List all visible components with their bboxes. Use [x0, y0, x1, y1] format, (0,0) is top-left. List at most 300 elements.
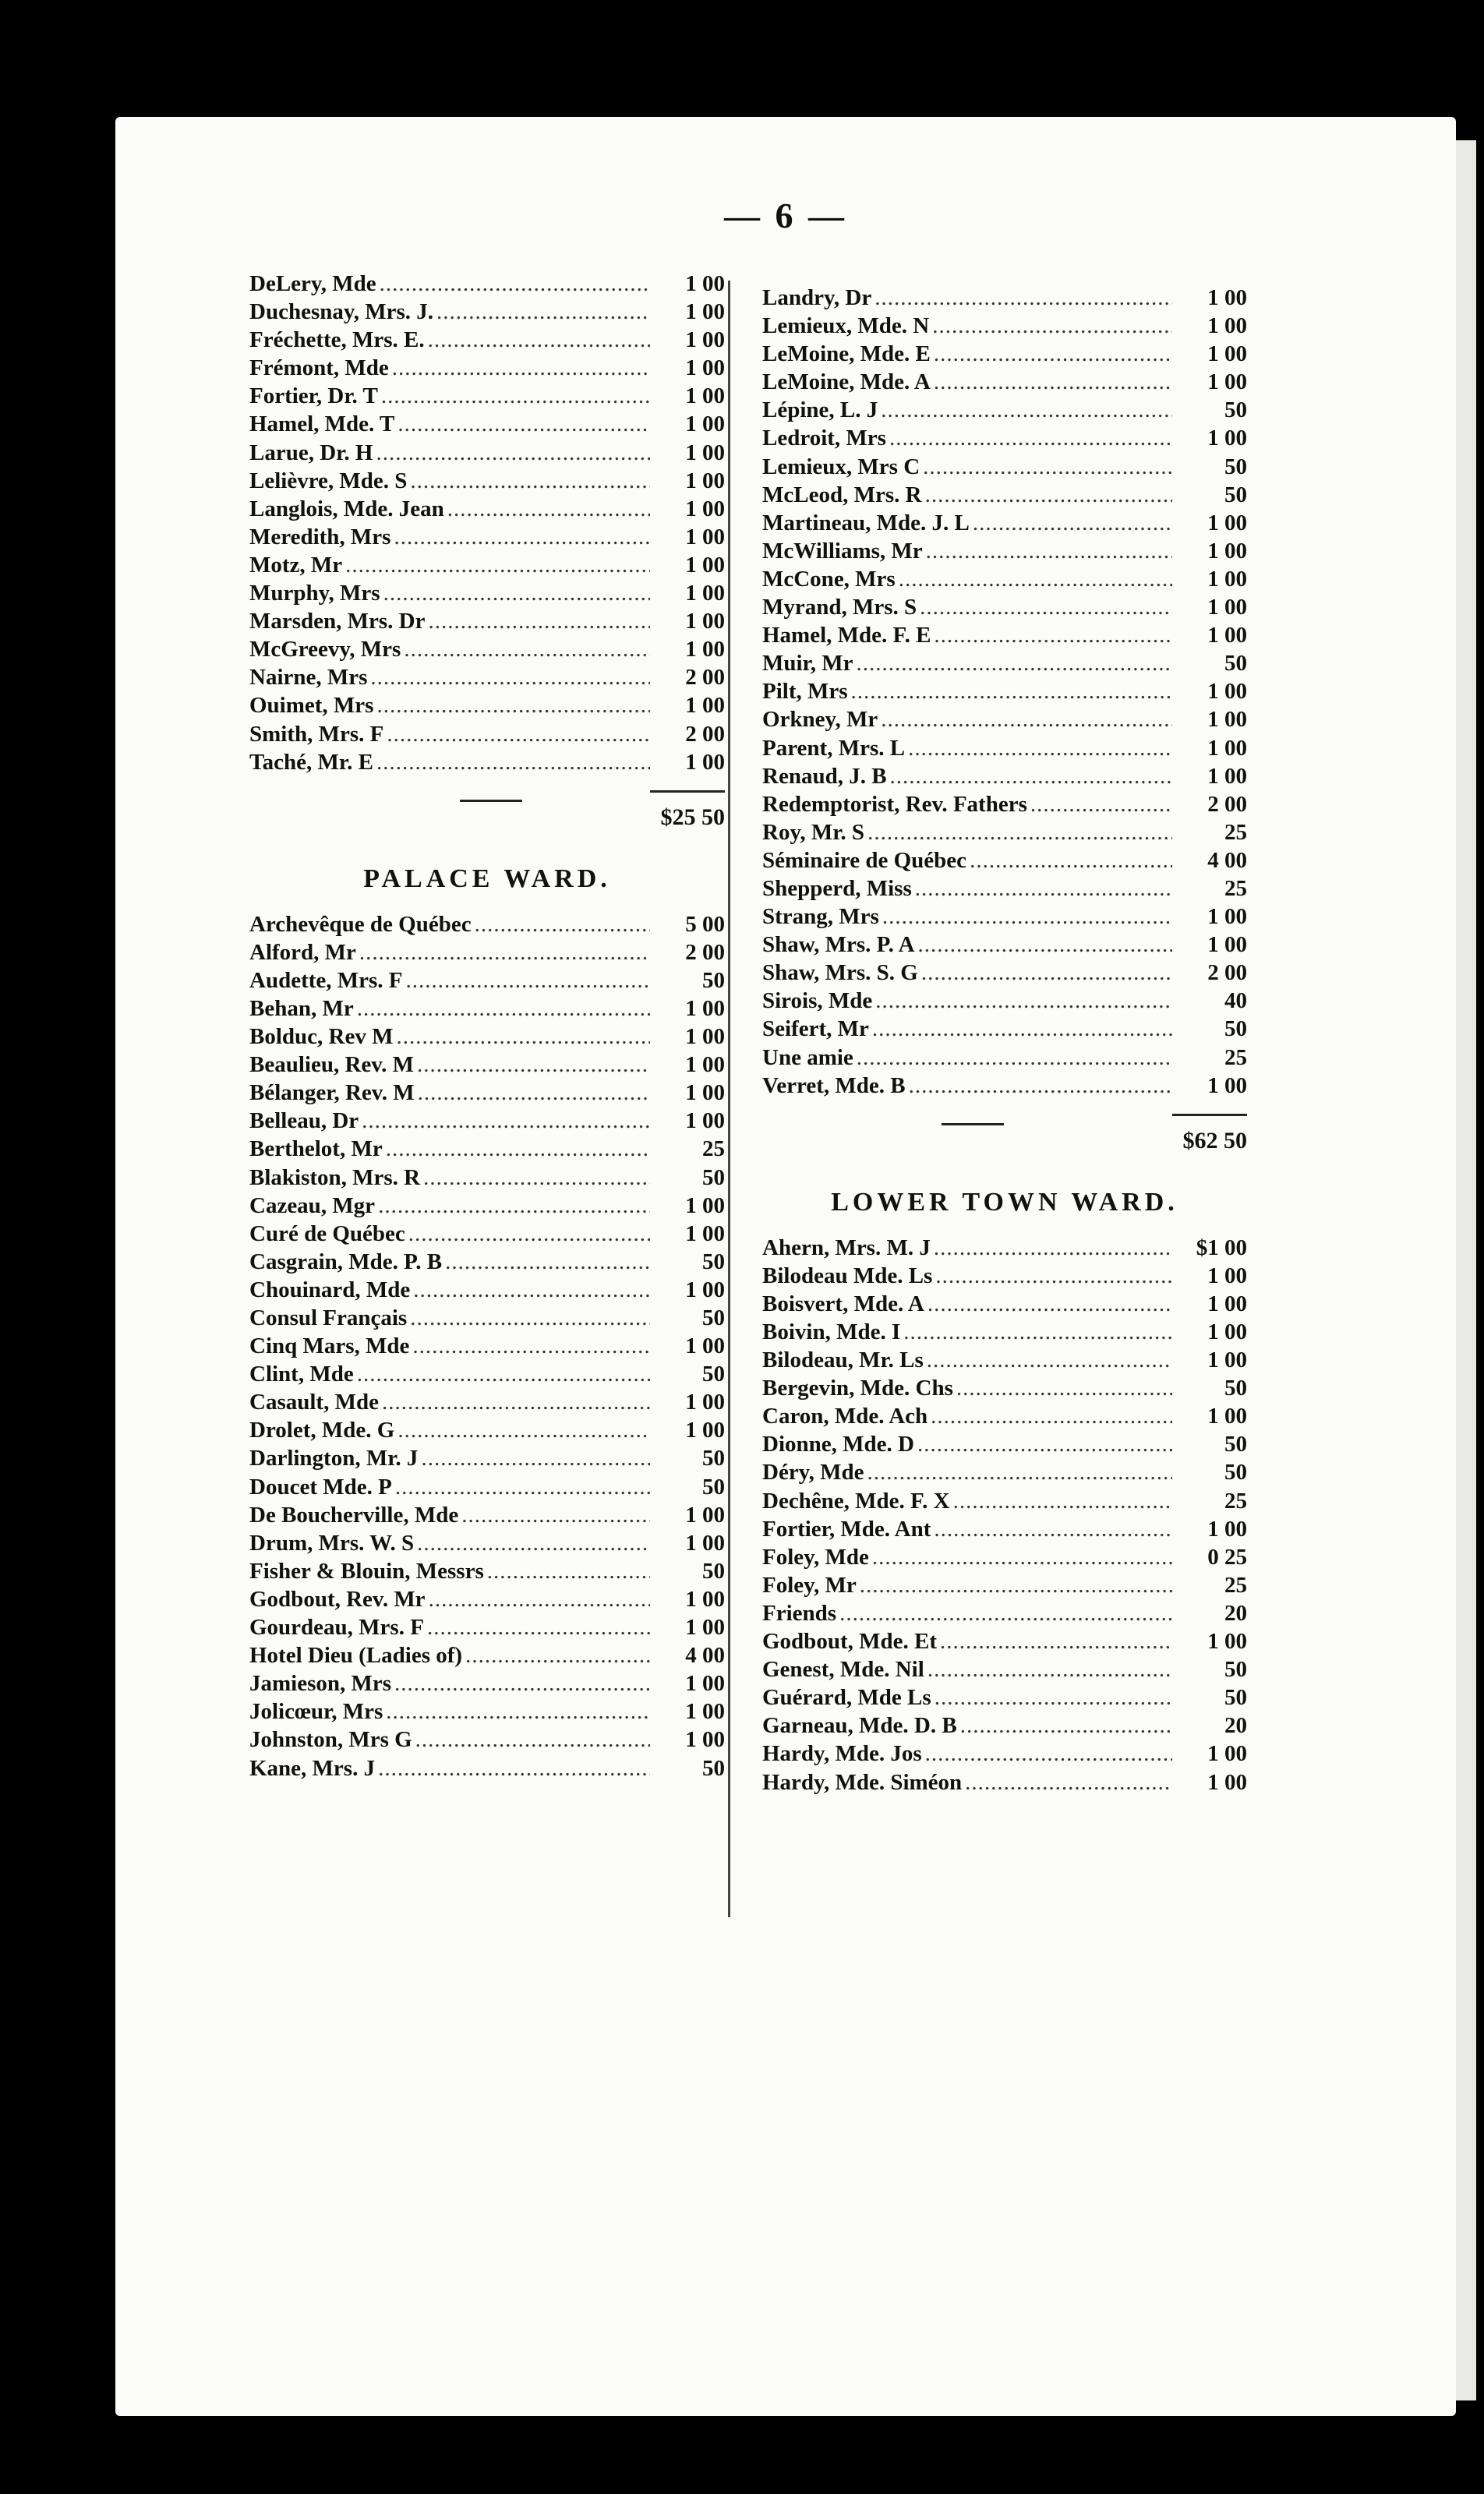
subscription-amount: 1 00	[1207, 1319, 1247, 1344]
dot-leader	[487, 1559, 650, 1584]
list-item	[762, 623, 1247, 651]
dot-leader	[382, 1390, 650, 1415]
subscription-amount: 1 00	[1207, 1741, 1247, 1767]
subscription-amount: 25	[1224, 1572, 1247, 1598]
subscriber-name: Fortier, Dr. T	[249, 383, 378, 409]
list-item	[249, 1503, 725, 1531]
dot-leader	[357, 996, 650, 1022]
list-item	[762, 904, 1247, 932]
subscriber-name: Ahern, Mrs. M. J	[762, 1235, 931, 1260]
subscriber-name: Dionne, Mde. D	[762, 1432, 914, 1457]
list-item	[762, 736, 1247, 764]
dot-leader	[387, 722, 650, 747]
subscriber-name: Larue, Dr. H	[249, 440, 373, 465]
subscription-amount: 50	[1224, 1432, 1247, 1457]
dot-leader	[935, 1685, 1172, 1711]
lower-town-ward-heading: LOWER TOWN WARD.	[831, 1187, 1178, 1217]
list-item	[249, 1052, 725, 1080]
subscriber-name: Friends	[762, 1600, 837, 1626]
list-item	[762, 820, 1247, 848]
subscription-amount: 50	[1224, 651, 1247, 676]
dot-leader	[394, 1671, 650, 1697]
subscriber-name: Blakiston, Mrs. R	[249, 1164, 421, 1190]
list-item	[762, 1517, 1247, 1545]
list-item	[249, 1615, 725, 1643]
list-item	[762, 792, 1247, 820]
subscriber-name: Strang, Mrs	[762, 904, 879, 930]
subscription-amount: 1 00	[685, 271, 725, 296]
list-item	[249, 1699, 725, 1727]
subscriber-name: Shaw, Mrs. S. G	[762, 960, 918, 986]
list-item	[249, 553, 725, 581]
dot-leader	[874, 285, 1172, 311]
right-total-block	[762, 1101, 1247, 1170]
subscriber-name: Landry, Dr	[762, 285, 872, 310]
divider-rule	[942, 1123, 1004, 1125]
list-item	[762, 1263, 1247, 1291]
list-item	[762, 1016, 1247, 1044]
subscription-amount: 50	[1224, 1016, 1247, 1042]
dot-leader	[851, 679, 1172, 705]
dot-leader	[436, 299, 650, 325]
list-item	[762, 679, 1247, 707]
list-item	[762, 426, 1247, 454]
subscription-amount: 1 00	[685, 1727, 725, 1753]
subscription-amount: 1 00	[685, 440, 725, 465]
subscriber-name: Une amie	[762, 1044, 853, 1070]
subscription-amount: 1 00	[1207, 1404, 1247, 1429]
page-number: — 6 —	[724, 196, 847, 235]
list-item	[762, 1073, 1247, 1101]
subscriber-name: Cazeau, Mgr	[249, 1192, 376, 1218]
list-item	[762, 960, 1247, 988]
list-item	[762, 988, 1247, 1016]
dot-leader	[465, 1643, 650, 1669]
subscription-amount: 1 00	[685, 1586, 725, 1612]
dot-leader	[418, 1080, 650, 1106]
subscriber-name: Renaud, J. B	[762, 763, 887, 789]
subscription-amount: 1 00	[1207, 1516, 1247, 1542]
subscription-amount: 1 00	[685, 1502, 725, 1528]
subscription-amount: 1 00	[1207, 313, 1247, 339]
subscription-amount: 1 00	[1207, 566, 1247, 592]
subscriber-name: Ouimet, Mrs	[249, 693, 374, 719]
list-item	[762, 1319, 1247, 1348]
dot-leader	[918, 932, 1172, 958]
dot-leader	[923, 454, 1172, 480]
subscriber-name: Chouinard, Mde	[249, 1277, 411, 1302]
dot-leader	[408, 1221, 650, 1247]
dot-leader	[934, 341, 1172, 367]
subscriber-name: McGreevy, Mrs	[249, 637, 401, 662]
list-item	[762, 1601, 1247, 1629]
column-divider	[728, 281, 730, 1917]
subscriber-name: De Boucherville, Mde	[249, 1502, 459, 1528]
right-column	[762, 285, 1247, 1798]
subscriber-name: Myrand, Mrs. S	[762, 595, 917, 620]
dot-leader	[956, 1376, 1172, 1401]
subscription-amount: 50	[1224, 1460, 1247, 1485]
dot-leader	[915, 876, 1172, 902]
list-item	[762, 313, 1247, 341]
dot-leader	[881, 707, 1172, 733]
list-item	[762, 397, 1247, 426]
subscription-amount: 1 00	[685, 1390, 725, 1415]
subscriber-name: Verret, Mde. B	[762, 1072, 906, 1098]
subscription-amount: 1 00	[1207, 707, 1247, 733]
dot-leader	[370, 665, 650, 691]
subscription-amount: 1 00	[1207, 1769, 1247, 1795]
subscriber-name: Murphy, Mrs	[249, 581, 380, 606]
list-item	[762, 1770, 1247, 1798]
subscriber-name: Beaulieu, Rev. M	[249, 1052, 415, 1078]
list-item	[249, 1587, 725, 1615]
list-item	[762, 285, 1247, 313]
dot-leader	[857, 1045, 1172, 1071]
left-subscriber-list	[249, 271, 725, 778]
subscriber-name: Doucet Mde. P	[249, 1474, 392, 1500]
subscription-amount: 1 00	[685, 1530, 725, 1556]
subscription-amount: 1 00	[685, 1052, 725, 1078]
subscriber-name: Archevêque de Québec	[249, 911, 472, 937]
list-item	[762, 595, 1247, 623]
subscription-amount: 1 00	[1207, 285, 1247, 310]
list-item	[249, 271, 725, 299]
subscription-amount: 2 00	[1207, 960, 1247, 986]
dot-leader	[882, 904, 1172, 930]
sum-rule	[650, 790, 725, 793]
subscriber-name: Shaw, Mrs. P. A	[762, 932, 915, 958]
dot-leader	[934, 369, 1172, 395]
list-item	[249, 1305, 725, 1334]
dot-leader	[965, 1770, 1172, 1796]
subscription-amount: 1 00	[1207, 763, 1247, 789]
list-item	[249, 1559, 725, 1587]
subscriber-name: Caron, Mde. Ach	[762, 1404, 928, 1429]
subscription-amount: 1 00	[685, 299, 725, 325]
subscription-amount: 1 00	[685, 412, 725, 437]
subscriber-name: Belleau, Dr	[249, 1108, 359, 1134]
dot-leader	[406, 968, 650, 994]
subscriber-name: Hamel, Mde. F. E	[762, 623, 931, 648]
subscription-amount: 1 00	[685, 609, 725, 634]
list-item	[249, 1165, 725, 1193]
subscriber-name: Casgrain, Mde. P. B	[249, 1249, 443, 1274]
list-item	[762, 1348, 1247, 1376]
dot-leader	[932, 313, 1172, 339]
list-item	[249, 1277, 725, 1305]
subscriber-name: Séminaire de Québec	[762, 847, 967, 873]
subscription-amount: 1 00	[685, 1221, 725, 1246]
list-item	[249, 968, 725, 996]
list-item	[249, 1108, 725, 1136]
subscription-amount: 1 00	[685, 1671, 725, 1697]
subscription-amount: 5 00	[685, 911, 725, 937]
subscriber-name: Cinq Mars, Mde	[249, 1334, 410, 1359]
dot-leader	[410, 1305, 650, 1331]
subscriber-name: Fisher & Blouin, Messrs	[249, 1558, 484, 1584]
subscription-amount: 50	[702, 1755, 725, 1781]
list-item	[762, 1573, 1247, 1601]
subscriber-name: LeMoine, Mde. E	[762, 341, 931, 367]
subscription-amount: 1 00	[685, 1418, 725, 1443]
list-item	[249, 1024, 725, 1052]
list-item	[249, 1446, 725, 1474]
subscription-amount: 50	[702, 1474, 725, 1500]
dot-leader	[867, 820, 1172, 846]
dot-leader	[386, 1136, 650, 1162]
subscriber-name: Fréchette, Mrs. E.	[249, 327, 425, 353]
subscription-amount: 1 00	[1207, 1348, 1247, 1373]
subscriber-name: McLeod, Mrs. R	[762, 482, 922, 507]
subscriber-name: Gourdeau, Mrs. F	[249, 1615, 424, 1641]
list-item	[762, 848, 1247, 876]
subscription-amount: 2 00	[685, 665, 725, 691]
subscription-amount: 50	[702, 1362, 725, 1387]
subscriber-name: Sirois, Mde	[762, 988, 873, 1014]
subscription-amount: 50	[1224, 397, 1247, 423]
dot-leader	[909, 1073, 1172, 1099]
list-item	[249, 299, 725, 327]
dot-leader	[475, 912, 650, 938]
subscription-amount: 1 00	[1207, 341, 1247, 367]
list-item	[762, 1489, 1247, 1517]
list-item	[249, 1390, 725, 1418]
left-column	[249, 271, 725, 1784]
subscriber-name: Taché, Mr. E	[249, 749, 373, 775]
dot-leader	[899, 567, 1172, 592]
subscriber-name: Godbout, Mde. Et	[762, 1629, 937, 1655]
subscriber-name: Johnston, Mrs G	[249, 1727, 412, 1753]
subscriber-name: Curé de Québec	[249, 1221, 405, 1246]
list-item	[762, 1713, 1247, 1741]
dot-leader	[903, 1319, 1172, 1345]
subscriber-name: Bolduc, Rev M	[249, 1024, 394, 1050]
dot-leader	[872, 1545, 1172, 1570]
subscription-amount: 1 00	[685, 1334, 725, 1359]
dot-leader	[461, 1503, 650, 1528]
subscriber-name: Jamieson, Mrs	[249, 1671, 392, 1697]
subscription-amount: 25	[1224, 1488, 1247, 1514]
list-item	[762, 1545, 1247, 1573]
list-item	[249, 722, 725, 750]
dot-leader	[392, 355, 650, 381]
subscription-amount: 1 00	[685, 327, 725, 353]
list-item	[762, 1045, 1247, 1073]
dot-leader	[395, 1475, 650, 1500]
subscription-amount: 0 25	[1207, 1544, 1247, 1570]
list-item	[249, 525, 725, 553]
list-item	[249, 440, 725, 468]
dot-leader	[376, 693, 650, 719]
dot-leader	[925, 482, 1172, 508]
subscription-amount: 2 00	[685, 721, 725, 747]
dot-leader	[860, 1573, 1172, 1598]
subscription-amount: 1 00	[1207, 510, 1247, 535]
dot-leader	[875, 988, 1172, 1014]
subscriber-name: Seifert, Mr	[762, 1016, 869, 1042]
subscriber-name: Lelièvre, Mde. S	[249, 468, 408, 493]
list-item	[762, 341, 1247, 369]
dot-leader	[917, 1432, 1172, 1457]
dot-leader	[429, 1587, 650, 1613]
subscriber-name: Roy, Mr. S	[762, 819, 865, 845]
dot-leader	[931, 1404, 1172, 1429]
subscriber-name: Fortier, Mde. Ant	[762, 1516, 931, 1542]
subscriber-name: Casault, Mde	[249, 1390, 379, 1415]
subscription-amount: 1 00	[1207, 426, 1247, 451]
subscription-amount: $1 00	[1196, 1235, 1247, 1260]
dot-leader	[928, 1291, 1172, 1317]
subscriber-name: Berthelot, Mr	[249, 1136, 383, 1162]
dot-leader	[925, 1741, 1172, 1767]
subscriber-name: Lemieux, Mde. N	[762, 313, 930, 339]
subscriber-name: Hamel, Mde. T	[249, 412, 395, 437]
dot-leader	[357, 1362, 650, 1387]
subscription-amount: 20	[1224, 1713, 1247, 1739]
list-item	[762, 651, 1247, 679]
subscription-amount: 1 00	[1207, 595, 1247, 620]
subscriber-name: Dechêne, Mde. F. X	[762, 1488, 950, 1514]
subscription-amount: 1 00	[1207, 904, 1247, 930]
subscriber-name: Bilodeau Mde. Ls	[762, 1263, 933, 1288]
list-item	[762, 1376, 1247, 1404]
subscriber-name: Hardy, Mde. Siméon	[762, 1769, 963, 1795]
subscription-amount: 1 00	[685, 637, 725, 662]
subscription-amount: 2 00	[1207, 791, 1247, 817]
dot-leader	[412, 1334, 650, 1359]
list-item	[249, 1193, 725, 1221]
subscription-amount: 1 00	[1207, 369, 1247, 395]
subscription-amount: 1 00	[685, 1699, 725, 1725]
subscriber-name: Motz, Mr	[249, 552, 343, 578]
list-item	[249, 912, 725, 940]
dot-leader	[921, 960, 1172, 986]
subscription-amount: 1 00	[1207, 1263, 1247, 1288]
subscriber-name: Boivin, Mde. I	[762, 1319, 901, 1344]
subscriber-name: Audette, Mrs. F	[249, 967, 403, 993]
dot-leader	[920, 595, 1172, 620]
dot-leader	[889, 426, 1172, 451]
list-item	[249, 750, 725, 778]
subscription-amount: 1 00	[1207, 932, 1247, 958]
subscriber-name: Genest, Mde. Nil	[762, 1657, 924, 1683]
subscriber-name: Marsden, Mrs. Dr	[249, 609, 426, 634]
dot-leader	[908, 736, 1172, 761]
list-item	[762, 1404, 1247, 1432]
dot-leader	[926, 539, 1172, 564]
list-item	[762, 876, 1247, 904]
list-item	[249, 1531, 725, 1559]
subscriber-name: Orkney, Mr	[762, 707, 878, 733]
list-item	[249, 1362, 725, 1390]
subscription-amount: 20	[1224, 1600, 1247, 1626]
subscription-amount: 1 00	[685, 383, 725, 409]
subscriber-name: Boisvert, Mde. A	[762, 1291, 924, 1316]
subscriber-name: Godbout, Rev. Mr	[249, 1586, 426, 1612]
palace-ward-heading: PALACE WARD.	[363, 864, 611, 893]
dot-leader	[381, 383, 650, 409]
subscription-amount: 50	[702, 1446, 725, 1471]
divider-rule	[460, 800, 522, 802]
list-item	[249, 1080, 725, 1108]
list-item	[762, 1432, 1247, 1460]
list-item	[249, 1671, 725, 1699]
dot-leader	[415, 1727, 650, 1753]
list-item	[249, 940, 725, 968]
dot-leader	[935, 1263, 1172, 1289]
dot-leader	[940, 1629, 1172, 1655]
subscription-amount: 1 00	[1207, 1629, 1247, 1655]
subscriber-name: Clint, Mde	[249, 1362, 354, 1387]
list-item	[249, 468, 725, 496]
subscriber-name: Ledroit, Mrs	[762, 426, 886, 451]
subscriber-name: DeLery, Mde	[249, 271, 376, 296]
subscriber-name: Darlington, Mr. J	[249, 1446, 419, 1471]
subscriber-name: McCone, Mrs	[762, 566, 896, 592]
dot-leader	[1030, 792, 1172, 818]
list-item	[249, 327, 725, 355]
left-total: $25 50	[660, 804, 725, 830]
subscription-amount: 50	[702, 967, 725, 993]
subscriber-name: Jolicœur, Mrs	[249, 1699, 383, 1725]
right-subscriber-list	[762, 285, 1247, 1101]
subscriber-name: Behan, Mr	[249, 995, 354, 1021]
list-item	[249, 383, 725, 412]
subscriber-name: LeMoine, Mde. A	[762, 369, 931, 395]
subscriber-name: Parent, Mrs. L	[762, 735, 906, 761]
subscription-amount: 40	[1224, 988, 1247, 1014]
list-item	[762, 482, 1247, 510]
sum-rule	[1172, 1114, 1247, 1116]
dot-leader	[928, 1657, 1172, 1683]
dot-leader	[953, 1489, 1172, 1514]
dot-leader	[447, 496, 650, 522]
subscriber-name: Duchesnay, Mrs. J.	[249, 299, 434, 325]
list-item	[249, 1475, 725, 1503]
dot-leader	[890, 764, 1172, 790]
subscription-amount: 1 00	[685, 552, 725, 578]
subscription-amount: 1 00	[685, 355, 725, 381]
subscription-amount: 25	[1224, 819, 1247, 845]
subscription-amount: 25	[702, 1136, 725, 1162]
list-item	[249, 1727, 725, 1755]
list-item	[249, 355, 725, 383]
subscription-amount: 50	[1224, 1685, 1247, 1711]
subscription-amount: 1 00	[685, 581, 725, 606]
dot-leader	[380, 271, 650, 297]
list-item	[762, 454, 1247, 482]
list-item	[762, 369, 1247, 397]
dot-leader	[973, 510, 1172, 536]
dot-leader	[404, 637, 650, 662]
subscription-amount: 50	[702, 1305, 725, 1330]
subscriber-name: Meredith, Mrs	[249, 524, 391, 549]
subscription-amount: 50	[702, 1249, 725, 1274]
dot-leader	[396, 1024, 650, 1050]
list-item	[762, 764, 1247, 792]
list-item	[762, 1629, 1247, 1657]
subscriber-name: Pilt, Mrs	[762, 679, 848, 705]
dot-leader	[934, 623, 1172, 648]
subscription-amount: 1 00	[1207, 623, 1247, 648]
palace-ward-list	[249, 912, 725, 1784]
subscription-amount: 1 00	[685, 496, 725, 521]
left-total-block	[249, 778, 725, 846]
subscription-amount: 1 00	[685, 468, 725, 493]
list-item	[762, 932, 1247, 960]
list-item	[249, 581, 725, 609]
